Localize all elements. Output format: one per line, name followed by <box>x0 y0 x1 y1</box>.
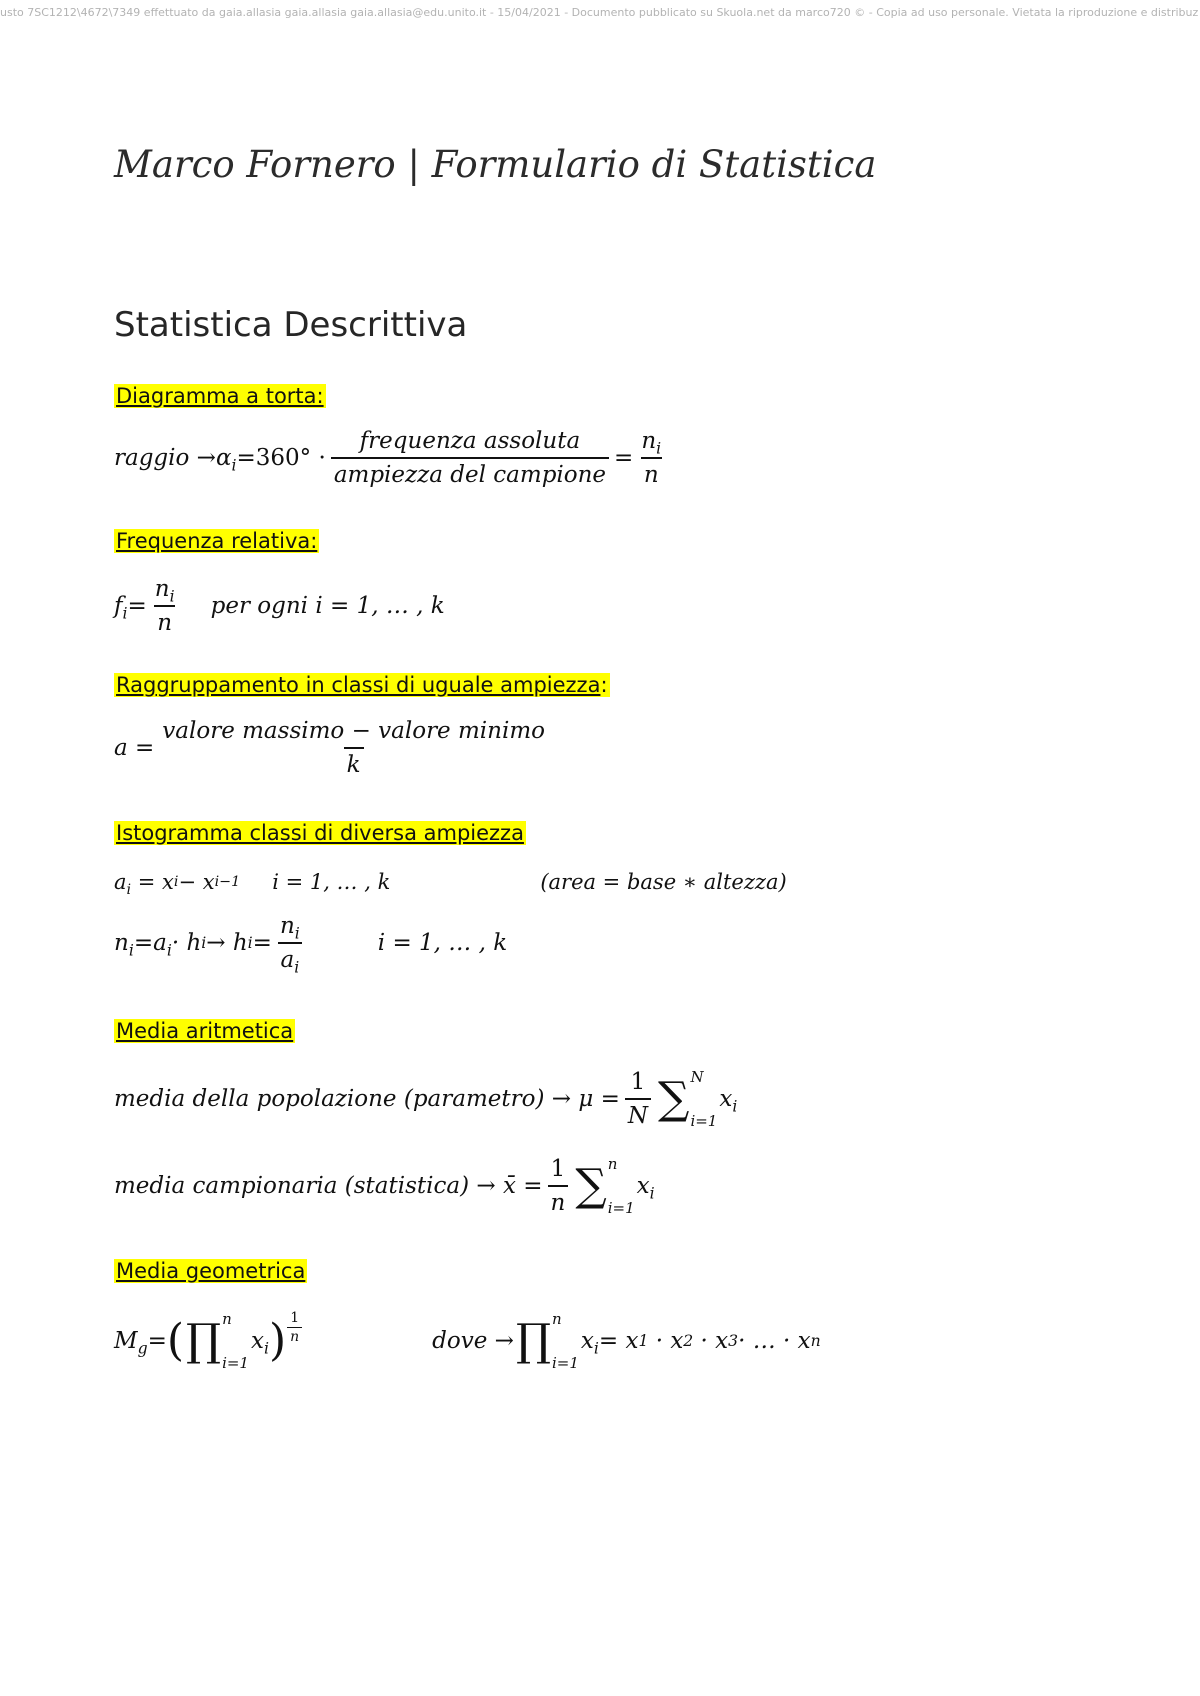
alpha-symbol: $\alpha_i$ <box>215 445 237 475</box>
heading-geometric-mean: Media geometrica <box>116 1259 306 1283</box>
exponent-1-n: $\frac{1}{n}$ <box>287 1310 302 1345</box>
heading-relative-frequency: Frequenza relativa: <box>116 529 318 553</box>
fraction-numerator: frequenza assoluta <box>359 428 581 454</box>
sum-icon: ∑ n i=1 <box>575 1155 635 1217</box>
heading-histogram: Istogramma classi di diversa ampiezza <box>116 821 524 845</box>
formula-histogram-height: $n_i$ = $a_i$ · h i → h i = $\frac{n_i}{a_i}$ i = 1, … , k <box>114 913 508 977</box>
product-icon: ∏ n i=1 <box>186 1310 249 1372</box>
fraction-1-N: $\frac{1}{N}$ <box>625 1069 651 1129</box>
heading-arithmetic-mean: Media aritmetica <box>116 1019 294 1043</box>
pie-lhs: raggio → <box>114 445 216 471</box>
equals: = <box>236 445 256 471</box>
watermark: usto 7SC1212\4672\7349 effettuato da gaia.allasia gaia.allasia gaia.allasia@edu.unito.it - 15/04/2021 - Documento pubblicato su Skuola.net da marco720 © - Copia ad uso personale. Vietata la riproduzione e distribuz <box>0 6 1199 19</box>
sum-icon: ∑ N i=1 <box>658 1068 718 1130</box>
product-icon: ∏ n i=1 <box>515 1310 579 1372</box>
fraction-ni-n: $\frac{n_i}{n}$ <box>154 576 175 636</box>
formula-geometric-mean: $M_g$ = ( ∏ n i=1 $x_i$ ) $\frac{1}{n}$ dove → ∏ n i=1 $x_i$ = x 1 · x 2 · x 3 · … · x n <box>114 1310 821 1372</box>
formula-class-width: a = $\frac{\text{valore massimo − valore minimo}}{k}$ <box>114 718 553 778</box>
area-note: (area = base ∗ altezza) <box>540 870 787 894</box>
range-text: per ogni i = 1, … , k <box>210 593 445 619</box>
formula-sample-mean: media campionaria (statistica) → x̄ = $\frac{1}{n}$ ∑ n i=1 $x_i$ <box>114 1155 655 1217</box>
formula-population-mean: media della popolazione (parametro) → μ = $\frac{1}{N}$ ∑ N i=1 $x_i$ <box>114 1068 738 1130</box>
equals: = <box>614 445 634 471</box>
formula-pie-chart <box>114 428 669 488</box>
fraction-1-n: $\frac{1}{n}$ <box>548 1156 569 1216</box>
fraction-range-k: $\frac{\text{valore massimo − valore minimo}}{k}$ <box>162 718 545 778</box>
fraction-denominator: ampiezza del campione <box>331 457 609 488</box>
formula-relative-frequency: $f_i$ = $\frac{n_i}{n}$ per ogni i = 1, … , k <box>114 576 445 636</box>
f-symbol: $f_i$ <box>114 593 128 623</box>
fraction-ni-n: $\frac{n_i}{n}$ <box>641 428 662 488</box>
heading-pie-chart: Diagramma a torta: <box>116 384 324 408</box>
document-title: Marco Fornero | Formulario di Statistica <box>114 143 877 186</box>
degrees: 360° · <box>255 445 326 471</box>
formula-histogram-width: $a_i$ = x i − x i−1 i = 1, … , k (area = base ∗ altezza) <box>114 870 787 899</box>
heading-classes: Raggruppamento in classi di uguale ampiezza: <box>116 673 608 697</box>
section-title: Statistica Descrittiva <box>114 305 468 345</box>
fraction-ni-ai: $\frac{n_i}{a_i}$ <box>277 913 303 973</box>
fraction-frequency <box>331 428 609 488</box>
